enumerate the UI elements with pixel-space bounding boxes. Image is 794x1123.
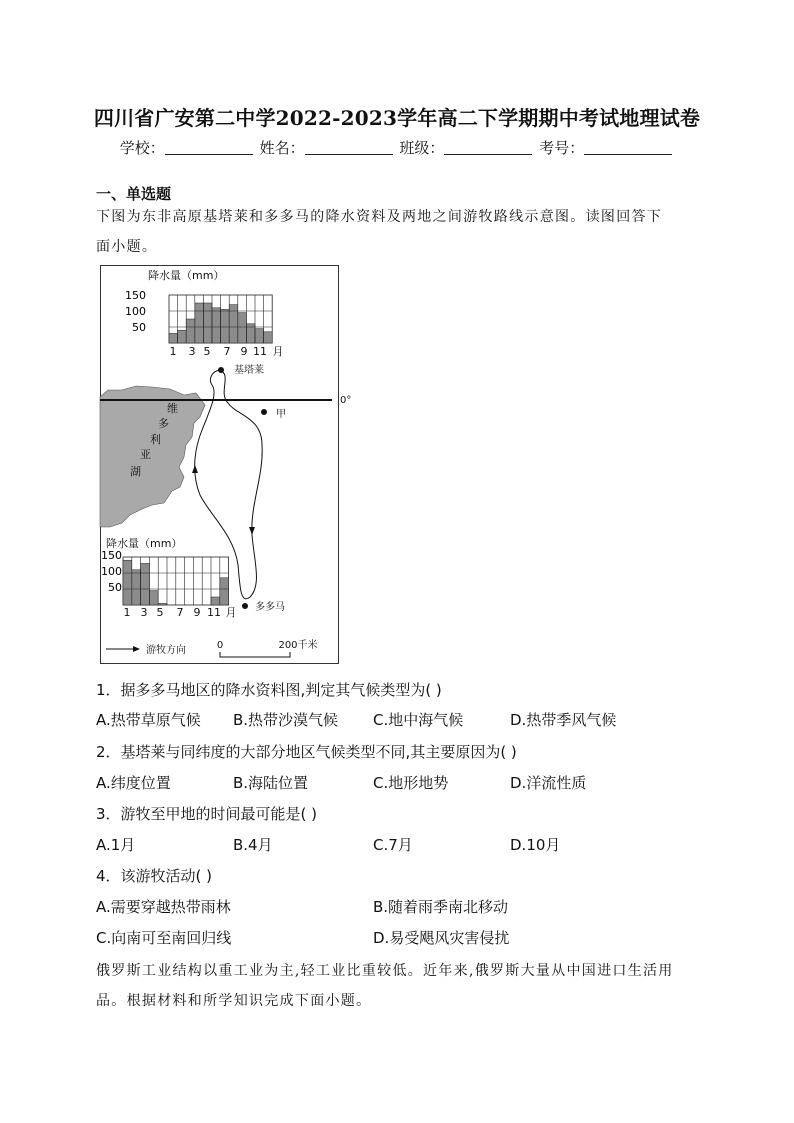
- kitale-xtick-7: 7: [223, 345, 231, 358]
- dodoma-dot: [242, 603, 248, 609]
- exam-number-blank[interactable]: [584, 140, 672, 155]
- dodoma-xtick-unit: 月: [225, 606, 237, 619]
- dodoma-bar-month-5: [158, 603, 167, 605]
- dodoma-bar-month-12: [220, 578, 229, 605]
- q2-option-d[interactable]: D.洋流性质: [510, 774, 587, 792]
- jia-label: 甲: [276, 409, 286, 420]
- exam-title: 四川省广安第二中学2022-2023学年高二下学期期中考试地理试卷: [93, 106, 701, 130]
- q1-option-c[interactable]: C.地中海气候: [373, 711, 464, 729]
- dodoma-bar-month-3: [141, 563, 150, 605]
- intro-line-2: 面小题。: [96, 239, 158, 255]
- class-blank[interactable]: [444, 140, 532, 155]
- dodoma-bar-month-2: [132, 570, 141, 605]
- name-label: 姓名：: [259, 139, 305, 157]
- kitale-bar-month-9: [238, 313, 247, 343]
- question-2-stem: 2．基塔莱与同纬度的大部分地区气候类型不同,其主要原因为( ): [96, 743, 517, 761]
- intro-line-1: 下图为东非高原基塔莱和多多马的降水资料及两地之间游牧路线示意图。读图回答下: [96, 209, 663, 225]
- intro2-line-1: 俄罗斯工业结构以重工业为主,轻工业比重较低。近年来,俄罗斯大量从中国进口生活用: [96, 963, 674, 979]
- q4-option-d[interactable]: D.易受飓风灾害侵扰: [373, 929, 510, 947]
- q1-option-a[interactable]: A.热带草原气候: [96, 711, 201, 729]
- question-3-stem: 3．游牧至甲地的时间最可能是( ): [96, 805, 318, 823]
- lake-char-1: 维: [167, 402, 178, 415]
- kitale-xtick-1: 1: [169, 345, 177, 358]
- lake-char-3: 利: [150, 433, 161, 446]
- section-title: 一、单选题: [96, 185, 172, 203]
- kitale-bar-month-1: [169, 333, 178, 343]
- dodoma-xtick-5: 5: [156, 606, 164, 619]
- dodoma-xtick-7: 7: [176, 606, 184, 619]
- intro2-line-2: 品。根据材料和所学知识完成下面小题。: [96, 993, 372, 1009]
- q3-option-b[interactable]: B.4月: [233, 836, 273, 854]
- kitale-bar-month-3: [186, 319, 195, 343]
- exam-number-label: 考号：: [539, 139, 585, 157]
- kitale-ytick-100: 100: [125, 305, 146, 318]
- kitale-bar-month-5: [203, 303, 212, 343]
- kitale-xtick-unit: 月: [272, 345, 284, 358]
- lake-char-4: 亚: [140, 448, 151, 461]
- q4-option-c[interactable]: C.向南可至南回归线: [96, 929, 232, 947]
- legend-label: 游牧方向: [146, 645, 186, 656]
- dodoma-xtick-9: 9: [193, 606, 201, 619]
- name-blank[interactable]: [305, 140, 393, 155]
- kitale-bar-month-6: [212, 308, 221, 343]
- question-1-stem: 1．据多多马地区的降水资料图,判定其气候类型为( ): [96, 681, 442, 699]
- lake-char-5: 湖: [130, 465, 141, 478]
- dodoma-ytick-50: 50: [108, 581, 122, 594]
- q3-option-c[interactable]: C.7月: [373, 836, 413, 854]
- kitale-label: 基塔莱: [234, 365, 264, 376]
- student-info-line: [0, 137, 794, 158]
- kitale-xtick-3: 3: [188, 345, 196, 358]
- dodoma-xtick-3: 3: [140, 606, 148, 619]
- school-label: 学校：: [119, 139, 165, 157]
- dodoma-chart-ylabel: 降水量（mm）: [106, 537, 183, 550]
- kitale-xtick-11: 11: [253, 345, 267, 358]
- kitale-ytick-50: 50: [132, 321, 146, 334]
- q3-option-d[interactable]: D.10月: [510, 836, 561, 854]
- kitale-bar-month-4: [195, 303, 204, 343]
- school-blank[interactable]: [165, 140, 253, 155]
- kitale-bar-month-8: [229, 305, 238, 343]
- dodoma-xtick-11: 11: [207, 606, 221, 619]
- kitale-xtick-9: 9: [240, 345, 248, 358]
- dodoma-ytick-150: 150: [101, 549, 122, 562]
- kitale-xtick-5: 5: [203, 345, 211, 358]
- dodoma-bar-month-11: [211, 597, 220, 605]
- q1-option-b[interactable]: B.热带沙漠气候: [233, 711, 339, 729]
- scale-zero: 0: [216, 640, 224, 651]
- kitale-ytick-150: 150: [125, 289, 146, 302]
- q4-option-a[interactable]: A.需要穿越热带雨林: [96, 898, 231, 916]
- lake-char-2: 多: [158, 417, 169, 430]
- dodoma-bar-month-1: [123, 560, 132, 605]
- kitale-bar-month-12: [264, 332, 273, 343]
- dodoma-label: 多多马: [255, 602, 285, 613]
- kitale-dot: [218, 367, 224, 373]
- equator-label: 0°: [340, 395, 352, 406]
- scale-km: 200千米: [278, 640, 318, 651]
- dodoma-xtick-1: 1: [123, 606, 131, 619]
- kitale-bar-month-2: [178, 330, 187, 343]
- kitale-chart-ylabel: 降水量（mm）: [148, 269, 225, 282]
- dodoma-ytick-100: 100: [101, 565, 122, 578]
- q3-option-a[interactable]: A.1月: [96, 836, 136, 854]
- kitale-bar-month-11: [255, 329, 264, 343]
- q4-option-b[interactable]: B.随着雨季南北移动: [373, 898, 509, 916]
- dodoma-bar-month-4: [149, 591, 158, 605]
- q2-option-b[interactable]: B.海陆位置: [233, 774, 309, 792]
- q1-option-d[interactable]: D.热带季风气候: [510, 711, 617, 729]
- migration-map-figure: [100, 265, 352, 665]
- kitale-bar-month-7: [221, 309, 230, 343]
- q2-option-a[interactable]: A.纬度位置: [96, 774, 171, 792]
- question-4-stem: 4．该游牧活动( ): [96, 867, 213, 885]
- jia-dot: [261, 409, 267, 415]
- kitale-bar-month-10: [246, 324, 255, 343]
- q2-option-c[interactable]: C.地形地势: [373, 774, 449, 792]
- class-label: 班级：: [399, 139, 445, 157]
